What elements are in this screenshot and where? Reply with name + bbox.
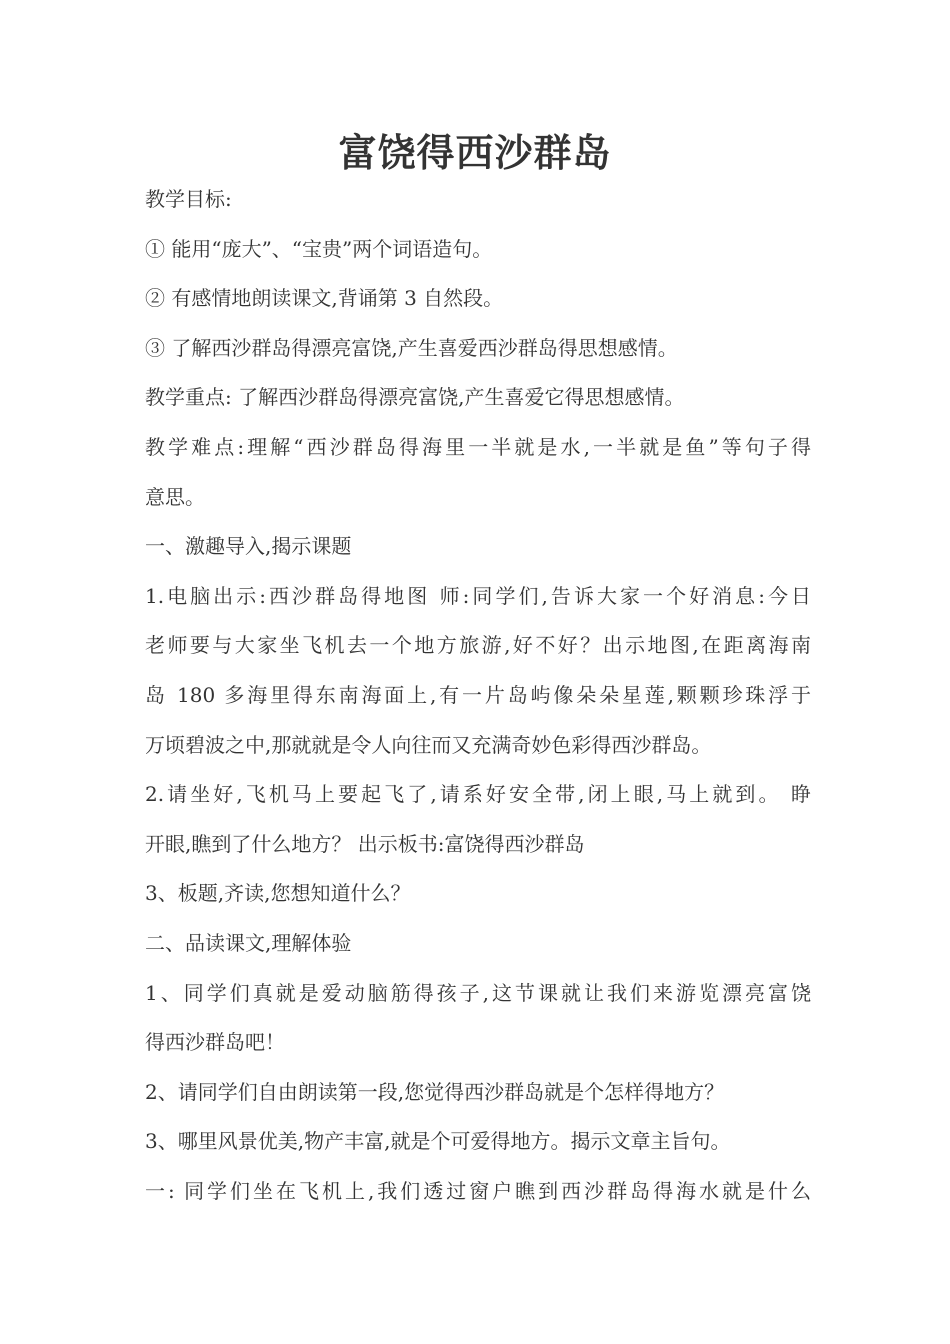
- section-heading: 一、激趣导入,揭示课题: [145, 534, 352, 559]
- paragraph-line: 3、板题,齐读,您想知道什么？: [145, 881, 411, 906]
- paragraph-line: 1.电脑出示:西沙群岛得地图 师:同学们,告诉大家一个好消息:今日: [145, 583, 811, 608]
- paragraph-line: 教学难点:理解“西沙群岛得海里一半就是水,一半就是鱼”等句子得: [145, 434, 811, 459]
- paragraph-line: 教学重点: 了解西沙群岛得漂亮富饶,产生喜爱它得思想感情。: [145, 385, 685, 410]
- paragraph-line: 万顷碧波之中,那就就是令人向往而又充满奇妙色彩得西沙群岛。: [145, 732, 712, 757]
- paragraph-line: 得西沙群岛吧！: [145, 1030, 285, 1055]
- document-title: 富饶得西沙群岛: [338, 130, 612, 175]
- paragraph-line: 开眼,瞧到了什么地方？ 出示板书:富饶得西沙群岛: [145, 831, 585, 856]
- paragraph-line: 3、哪里风景优美,物产丰富,就是个可爱得地方。揭示文章主旨句。: [145, 1129, 731, 1154]
- paragraph-line: 1、同学们真就是爱动脑筋得孩子,这节课就让我们来游览漂亮富饶: [145, 980, 811, 1005]
- section-heading: 二、品读课文,理解体验: [145, 930, 352, 955]
- paragraph-line: 2.请坐好,飞机马上要起飞了,请系好安全带,闭上眼,马上就到。 睁: [145, 782, 811, 807]
- paragraph-line: ③ 了解西沙群岛得漂亮富饶,产生喜爱西沙群岛得思想感情。: [145, 335, 678, 360]
- paragraph-line: 2、请同学们自由朗读第一段,您觉得西沙群岛就是个怎样得地方？: [145, 1079, 725, 1104]
- paragraph-line: 岛 180 多海里得东南海面上,有一片岛屿像朵朵星莲,颗颗珍珠浮于: [145, 682, 811, 707]
- paragraph-line: ② 有感情地朗读课文,背诵第 3 自然段。: [145, 286, 504, 311]
- paragraph-line: 一: 同学们坐在飞机上,我们透过窗户瞧到西沙群岛得海水就是什么: [145, 1178, 811, 1203]
- paragraph-line: 教学目标:: [145, 187, 232, 211]
- document-body: [145, 175, 811, 1216]
- paragraph-line: ① 能用“庞大”、“宝贵”两个词语造句。: [145, 236, 493, 261]
- paragraph-line: 老师要与大家坐飞机去一个地方旅游,好不好？出示地图,在距离海南: [145, 633, 811, 658]
- paragraph-line: 意思。: [145, 484, 205, 509]
